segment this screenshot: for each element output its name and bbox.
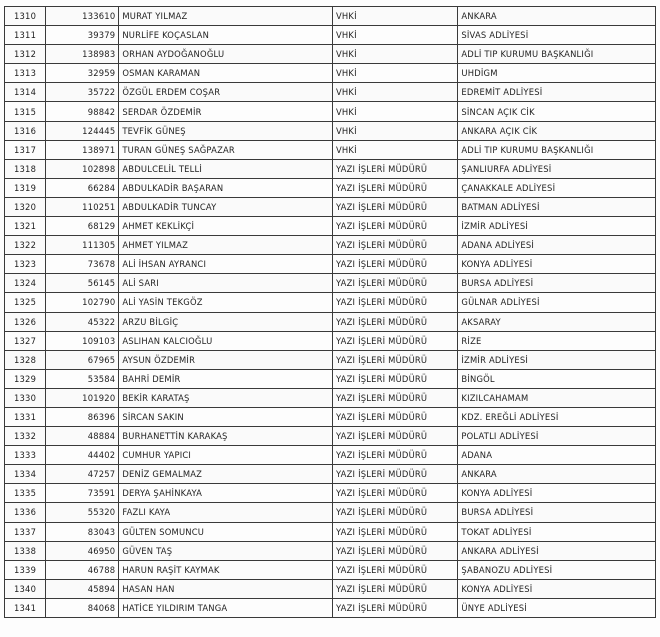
workplace-cell: ANKARA ADLİYESİ [458, 541, 656, 560]
registry-number-cell: 110251 [46, 197, 119, 216]
row-number-cell: 1311 [5, 26, 46, 45]
job-title-cell: YAZI İŞLERİ MÜDÜRÜ [333, 560, 458, 579]
full-name-cell: ASLIHAN KALCIOĞLU [119, 331, 333, 350]
row-number-cell: 1312 [5, 45, 46, 64]
job-title-cell: YAZI İŞLERİ MÜDÜRÜ [333, 369, 458, 388]
full-name-cell: ABDULKADİR BAŞARAN [119, 178, 333, 197]
job-title-cell: YAZI İŞLERİ MÜDÜRÜ [333, 293, 458, 312]
workplace-cell: UHDİGM [458, 64, 656, 83]
registry-number-cell: 138971 [46, 140, 119, 159]
full-name-cell: HARUN RAŞİT KAYMAK [119, 560, 333, 579]
table-row [5, 427, 656, 446]
table-row [5, 178, 656, 197]
row-number-cell: 1328 [5, 350, 46, 369]
full-name-cell: HASAN HAN [119, 579, 333, 598]
table-row [5, 350, 656, 369]
workplace-cell: ADLİ TIP KURUMU BAŞKANLIĞI [458, 45, 656, 64]
row-number-cell: 1310 [5, 7, 46, 26]
table-row [5, 484, 656, 503]
row-number-cell: 1324 [5, 274, 46, 293]
full-name-cell: ABDULKADİR TUNCAY [119, 197, 333, 216]
table-row [5, 197, 656, 216]
row-number-cell: 1322 [5, 236, 46, 255]
table-row [5, 255, 656, 274]
job-title-cell: YAZI İŞLERİ MÜDÜRÜ [333, 388, 458, 407]
registry-number-cell: 73678 [46, 255, 119, 274]
table-row [5, 388, 656, 407]
row-number-cell: 1317 [5, 140, 46, 159]
table-row [5, 407, 656, 426]
job-title-cell: YAZI İŞLERİ MÜDÜRÜ [333, 197, 458, 216]
table-row [5, 541, 656, 560]
registry-number-cell: 73591 [46, 484, 119, 503]
row-number-cell: 1314 [5, 83, 46, 102]
registry-number-cell: 101920 [46, 388, 119, 407]
job-title-cell: YAZI İŞLERİ MÜDÜRÜ [333, 522, 458, 541]
table-row [5, 579, 656, 598]
workplace-cell: KIZILCAHAMAM [458, 388, 656, 407]
job-title-cell: YAZI İŞLERİ MÜDÜRÜ [333, 579, 458, 598]
job-title-cell: VHKİ [333, 26, 458, 45]
personnel-table-body [5, 7, 656, 618]
full-name-cell: BAHRİ DEMİR [119, 369, 333, 388]
row-number-cell: 1315 [5, 102, 46, 121]
row-number-cell: 1341 [5, 598, 46, 617]
registry-number-cell: 68129 [46, 217, 119, 236]
row-number-cell: 1335 [5, 484, 46, 503]
full-name-cell: BEKİR KARATAŞ [119, 388, 333, 407]
row-number-cell: 1338 [5, 541, 46, 560]
table-row [5, 7, 656, 26]
row-number-cell: 1339 [5, 560, 46, 579]
workplace-cell: ŞANLIURFA ADLİYESİ [458, 159, 656, 178]
table-row [5, 121, 656, 140]
full-name-cell: GÜLTEN SOMUNCU [119, 522, 333, 541]
row-number-cell: 1329 [5, 369, 46, 388]
full-name-cell: DERYA ŞAHİNKAYA [119, 484, 333, 503]
row-number-cell: 1337 [5, 522, 46, 541]
row-number-cell: 1326 [5, 312, 46, 331]
table-row [5, 159, 656, 178]
row-number-cell: 1321 [5, 217, 46, 236]
full-name-cell: HATİCE YILDIRIM TANGA [119, 598, 333, 617]
table-row [5, 560, 656, 579]
workplace-cell: ADANA [458, 446, 656, 465]
table-row [5, 45, 656, 64]
table-row [5, 598, 656, 617]
workplace-cell: GÜLNAR ADLİYESİ [458, 293, 656, 312]
workplace-cell: EDREMİT ADLİYESİ [458, 83, 656, 102]
registry-number-cell: 138983 [46, 45, 119, 64]
workplace-cell: SİNCAN AÇIK CİK [458, 102, 656, 121]
job-title-cell: VHKİ [333, 121, 458, 140]
full-name-cell: NURLİFE KOÇASLAN [119, 26, 333, 45]
job-title-cell: VHKİ [333, 140, 458, 159]
registry-number-cell: 83043 [46, 522, 119, 541]
table-row [5, 293, 656, 312]
full-name-cell: AYSUN ÖZDEMİR [119, 350, 333, 369]
registry-number-cell: 84068 [46, 598, 119, 617]
full-name-cell: CUMHUR YAPICI [119, 446, 333, 465]
registry-number-cell: 47257 [46, 465, 119, 484]
workplace-cell: POLATLI ADLİYESİ [458, 427, 656, 446]
table-row [5, 446, 656, 465]
workplace-cell: İZMİR ADLİYESİ [458, 350, 656, 369]
job-title-cell: YAZI İŞLERİ MÜDÜRÜ [333, 484, 458, 503]
row-number-cell: 1316 [5, 121, 46, 140]
table-row [5, 369, 656, 388]
workplace-cell: ADLİ TIP KURUMU BAŞKANLIĞI [458, 140, 656, 159]
full-name-cell: AHMET KEKLİKÇİ [119, 217, 333, 236]
row-number-cell: 1319 [5, 178, 46, 197]
workplace-cell: ÜNYE ADLİYESİ [458, 598, 656, 617]
workplace-cell: KDZ. EREĞLİ ADLİYESİ [458, 407, 656, 426]
personnel-table [4, 6, 656, 618]
registry-number-cell: 39379 [46, 26, 119, 45]
registry-number-cell: 48884 [46, 427, 119, 446]
registry-number-cell: 53584 [46, 369, 119, 388]
workplace-cell: ŞABANOZU ADLİYESİ [458, 560, 656, 579]
table-row [5, 217, 656, 236]
workplace-cell: ADANA ADLİYESİ [458, 236, 656, 255]
table-row [5, 83, 656, 102]
full-name-cell: ARZU BİLGİÇ [119, 312, 333, 331]
workplace-cell: ANKARA AÇIK CİK [458, 121, 656, 140]
full-name-cell: GÜVEN TAŞ [119, 541, 333, 560]
job-title-cell: YAZI İŞLERİ MÜDÜRÜ [333, 427, 458, 446]
full-name-cell: ÖZGÜL ERDEM COŞAR [119, 83, 333, 102]
table-row [5, 331, 656, 350]
workplace-cell: BATMAN ADLİYESİ [458, 197, 656, 216]
workplace-cell: KONYA ADLİYESİ [458, 255, 656, 274]
job-title-cell: YAZI İŞLERİ MÜDÜRÜ [333, 503, 458, 522]
workplace-cell: ANKARA [458, 465, 656, 484]
table-row [5, 465, 656, 484]
full-name-cell: TEVFİK GÜNEŞ [119, 121, 333, 140]
table-row [5, 102, 656, 121]
workplace-cell: KONYA ADLİYESİ [458, 579, 656, 598]
registry-number-cell: 35722 [46, 83, 119, 102]
workplace-cell: ÇANAKKALE ADLİYESİ [458, 178, 656, 197]
table-row [5, 503, 656, 522]
job-title-cell: YAZI İŞLERİ MÜDÜRÜ [333, 178, 458, 197]
registry-number-cell: 66284 [46, 178, 119, 197]
workplace-cell: KONYA ADLİYESİ [458, 484, 656, 503]
full-name-cell: SERDAR ÖZDEMİR [119, 102, 333, 121]
registry-number-cell: 46950 [46, 541, 119, 560]
workplace-cell: BİNGÖL [458, 369, 656, 388]
workplace-cell: ANKARA [458, 7, 656, 26]
workplace-cell: TOKAT ADLİYESİ [458, 522, 656, 541]
job-title-cell: VHKİ [333, 7, 458, 26]
full-name-cell: DENİZ GEMALMAZ [119, 465, 333, 484]
job-title-cell: VHKİ [333, 64, 458, 83]
job-title-cell: YAZI İŞLERİ MÜDÜRÜ [333, 541, 458, 560]
row-number-cell: 1330 [5, 388, 46, 407]
row-number-cell: 1336 [5, 503, 46, 522]
registry-number-cell: 98842 [46, 102, 119, 121]
full-name-cell: SİRCAN SAKIN [119, 407, 333, 426]
job-title-cell: VHKİ [333, 45, 458, 64]
workplace-cell: BURSA ADLİYESİ [458, 274, 656, 293]
full-name-cell: OSMAN KARAMAN [119, 64, 333, 83]
registry-number-cell: 32959 [46, 64, 119, 83]
job-title-cell: YAZI İŞLERİ MÜDÜRÜ [333, 236, 458, 255]
table-row [5, 64, 656, 83]
table-row [5, 26, 656, 45]
workplace-cell: AKSARAY [458, 312, 656, 331]
registry-number-cell: 55320 [46, 503, 119, 522]
workplace-cell: İZMİR ADLİYESİ [458, 217, 656, 236]
job-title-cell: VHKİ [333, 102, 458, 121]
job-title-cell: VHKİ [333, 83, 458, 102]
full-name-cell: MURAT YILMAZ [119, 7, 333, 26]
job-title-cell: YAZI İŞLERİ MÜDÜRÜ [333, 446, 458, 465]
row-number-cell: 1331 [5, 407, 46, 426]
job-title-cell: YAZI İŞLERİ MÜDÜRÜ [333, 407, 458, 426]
workplace-cell: BURSA ADLİYESİ [458, 503, 656, 522]
registry-number-cell: 102790 [46, 293, 119, 312]
full-name-cell: ALİ SARI [119, 274, 333, 293]
registry-number-cell: 111305 [46, 236, 119, 255]
registry-number-cell: 109103 [46, 331, 119, 350]
row-number-cell: 1325 [5, 293, 46, 312]
row-number-cell: 1313 [5, 64, 46, 83]
table-row [5, 274, 656, 293]
registry-number-cell: 45894 [46, 579, 119, 598]
registry-number-cell: 56145 [46, 274, 119, 293]
job-title-cell: YAZI İŞLERİ MÜDÜRÜ [333, 465, 458, 484]
registry-number-cell: 124445 [46, 121, 119, 140]
row-number-cell: 1320 [5, 197, 46, 216]
full-name-cell: ABDULCELİL TELLİ [119, 159, 333, 178]
job-title-cell: YAZI İŞLERİ MÜDÜRÜ [333, 350, 458, 369]
job-title-cell: YAZI İŞLERİ MÜDÜRÜ [333, 255, 458, 274]
row-number-cell: 1332 [5, 427, 46, 446]
full-name-cell: ALİ İHSAN AYRANCI [119, 255, 333, 274]
registry-number-cell: 86396 [46, 407, 119, 426]
full-name-cell: ORHAN AYDOĞANOĞLU [119, 45, 333, 64]
full-name-cell: TURAN GÜNEŞ SAĞPAZAR [119, 140, 333, 159]
row-number-cell: 1333 [5, 446, 46, 465]
job-title-cell: YAZI İŞLERİ MÜDÜRÜ [333, 598, 458, 617]
job-title-cell: YAZI İŞLERİ MÜDÜRÜ [333, 159, 458, 178]
row-number-cell: 1327 [5, 331, 46, 350]
registry-number-cell: 133610 [46, 7, 119, 26]
workplace-cell: SİVAS ADLİYESİ [458, 26, 656, 45]
registry-number-cell: 46788 [46, 560, 119, 579]
job-title-cell: YAZI İŞLERİ MÜDÜRÜ [333, 217, 458, 236]
registry-number-cell: 67965 [46, 350, 119, 369]
job-title-cell: YAZI İŞLERİ MÜDÜRÜ [333, 331, 458, 350]
registry-number-cell: 102898 [46, 159, 119, 178]
row-number-cell: 1318 [5, 159, 46, 178]
table-row [5, 522, 656, 541]
table-row [5, 236, 656, 255]
workplace-cell: RİZE [458, 331, 656, 350]
registry-number-cell: 45322 [46, 312, 119, 331]
row-number-cell: 1323 [5, 255, 46, 274]
row-number-cell: 1340 [5, 579, 46, 598]
job-title-cell: YAZI İŞLERİ MÜDÜRÜ [333, 274, 458, 293]
full-name-cell: AHMET YILMAZ [119, 236, 333, 255]
full-name-cell: FAZLI KAYA [119, 503, 333, 522]
full-name-cell: ALİ YASİN TEKGÖZ [119, 293, 333, 312]
registry-number-cell: 44402 [46, 446, 119, 465]
row-number-cell: 1334 [5, 465, 46, 484]
job-title-cell: YAZI İŞLERİ MÜDÜRÜ [333, 312, 458, 331]
table-row [5, 140, 656, 159]
full-name-cell: BURHANETTİN KARAKAŞ [119, 427, 333, 446]
table-row [5, 312, 656, 331]
